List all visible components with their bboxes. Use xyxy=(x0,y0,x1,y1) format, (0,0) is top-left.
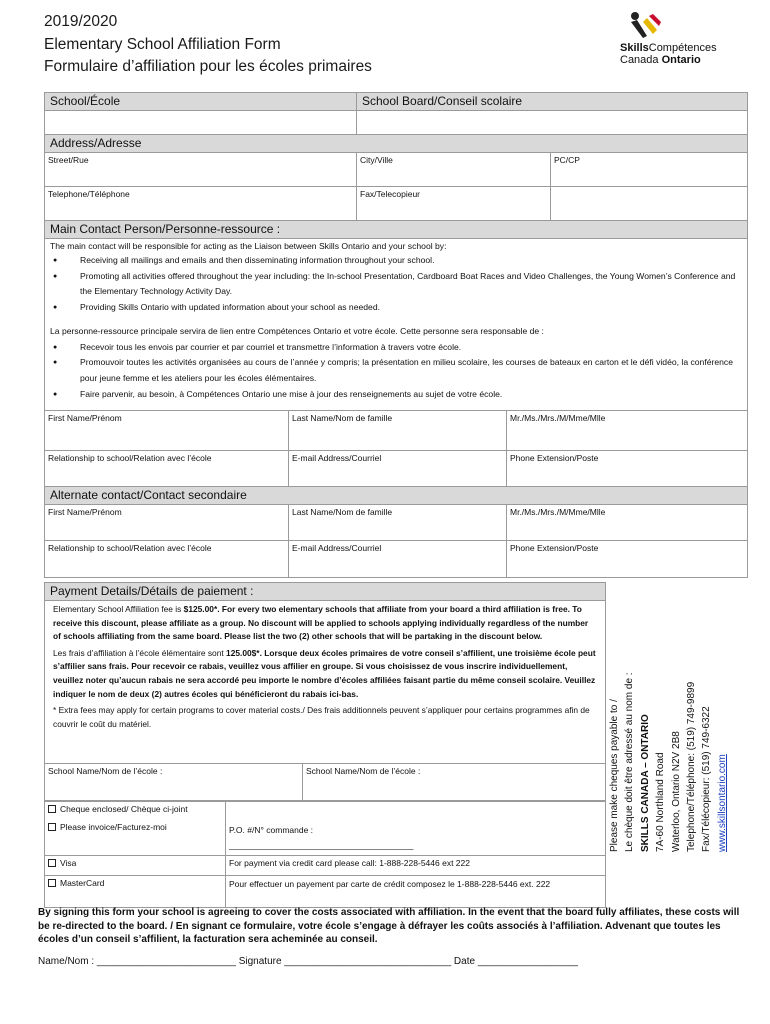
bullet-en-1: ● Receiving all mailings and emails and then disseminating information throughout your school. xyxy=(50,253,742,269)
alt-salutation-label: Mr./Ms./Mrs./M/Mme/Mlle xyxy=(510,507,606,517)
sidebar-line-6: Telephone/Téléphone: (519) 749-9899 xyxy=(686,681,698,852)
school-board-label: School Board/Conseil scolaire xyxy=(357,93,748,111)
fee-fr-amount: 125.00$* xyxy=(226,647,260,658)
telephone-field[interactable] xyxy=(45,187,357,221)
alt-email-field[interactable] xyxy=(289,541,507,578)
signature-line[interactable]: Name/Nom : _________________________ Signature ______________________________ Date __________________ xyxy=(38,956,578,967)
cheque-option[interactable] xyxy=(45,801,226,856)
cheque-checkbox[interactable] xyxy=(48,805,56,813)
address-section-title: Address/Adresse xyxy=(45,135,748,153)
alt-relationship-field[interactable] xyxy=(45,541,289,578)
signing-statement: By signing this form your school is agreeing to cover the costs associated with affiliation. In the event that the board fully affiliates, these costs will be re-directed to the board. / En signant ce formulaire, votre école s’engage à défrayer les coûts associés à l’affiliation. Advenant que toutes les écoles d’un conseil s’affilient, la facturation sera acheminée au conseil. xyxy=(38,907,740,945)
main-email-field[interactable] xyxy=(289,451,507,487)
alt-phone-field[interactable] xyxy=(507,541,748,578)
main-relationship-label: Relationship to school/Relation avec l’école xyxy=(48,453,212,463)
payment-title: Payment Details/Détails de paiement : xyxy=(45,583,605,601)
credit-card-fr: Pour effectuer un payement par carte de crédit composez le 1-888-228-5446 ext. 222 xyxy=(229,879,551,889)
main-first-name-label: First Name/Prénom xyxy=(48,413,122,423)
street-label: Street/Rue xyxy=(48,155,89,165)
postal-code-label: PC/CP xyxy=(554,155,580,165)
city-label: City/Ville xyxy=(360,155,393,165)
main-phone-field[interactable] xyxy=(507,451,748,487)
form-title-fr: Formulaire d’affiliation pour les écoles primaires xyxy=(44,58,372,75)
po-line: _______________________________________ xyxy=(229,840,414,850)
payment-fee-en xyxy=(53,603,597,644)
school-name-1-field[interactable] xyxy=(45,764,303,802)
invoice-checkbox[interactable] xyxy=(48,823,56,831)
fee-en-pre: Elementary School Affiliation fee is xyxy=(53,604,184,614)
logo-ontario: Ontario xyxy=(661,54,701,66)
mastercard-option[interactable] xyxy=(45,876,226,908)
main-last-name-label: Last Name/Nom de famille xyxy=(292,413,393,423)
extra-fees-note: * Extra fees may apply for certain programs to cover material costs./ Des frais additionnels peuvent s’appliquer pour certains programmes afin de couvrir le coût du matériel. xyxy=(53,705,590,729)
po-label: P.O. #/N° commande : xyxy=(229,825,314,835)
credit-en-cell xyxy=(226,856,606,876)
fee-fr-details: . Lorsque deux écoles primaires de votre conseil s’affilient, une troisième école peut s’affilier sans frais. Pour recevoir ce rabais, veuillez vous affilier en groupe. Si vous choisissez de vous inscrire individuellement, veuillez noter qu’aucun rabais ne sera accordé peu importe le nombre d’écoles affiliées faisant partie du même conseil scolaire. Veuillez indiquer le nom de deux (2) autres écoles qui bénéficieront du rabais ici-bas. xyxy=(53,647,596,699)
alt-phone-label: Phone Extension/Poste xyxy=(510,543,599,553)
main-first-name-field[interactable] xyxy=(45,411,289,451)
bullet-fr-2: ● Promouvoir toutes les activités organisées au cours de l’année y compris; la présentation en milieu scolaire, les courses de bateaux en carton et le défi vidéo, la conférence pour jeune femme et les ateliers pour les écoles élémentaires. xyxy=(50,355,742,386)
school-name-2-field[interactable] xyxy=(303,764,606,802)
po-number-field[interactable] xyxy=(226,801,606,856)
logo-skills: Skills xyxy=(620,42,649,54)
main-contact-fields xyxy=(44,410,748,487)
bullet-fr-1: ● Recevoir tous les envois par courrier et par courriel et transmettre l’information à travers votre école. xyxy=(50,340,742,356)
logo-canada: Canada xyxy=(620,54,659,66)
sidebar-line-3: SKILLS CANADA – ONTARIO xyxy=(639,714,651,852)
address-empty-cell[interactable] xyxy=(551,187,748,221)
visa-checkbox[interactable] xyxy=(48,859,56,867)
school-field[interactable] xyxy=(45,111,357,135)
invoice-label: Please invoice/Facturez-moi xyxy=(60,822,167,832)
sidebar-line-7: Fax/Télécopieur: (519) 749-6322 xyxy=(701,706,713,852)
school-name-2-label: School Name/Nom de l’école : xyxy=(306,766,421,776)
school-label: School/École xyxy=(45,93,357,111)
skills-ontario-logo xyxy=(620,8,730,68)
website-link[interactable]: www.skillsontario.com xyxy=(716,754,728,852)
alt-first-name-field[interactable] xyxy=(45,505,289,541)
school-table xyxy=(44,92,748,135)
fee-en-amount: $125.00* xyxy=(183,604,218,614)
alt-last-name-field[interactable] xyxy=(289,505,507,541)
logo-mark-icon xyxy=(625,8,665,44)
city-field[interactable] xyxy=(357,153,551,187)
logo-competences: Compétences xyxy=(648,42,717,54)
street-field[interactable] xyxy=(45,153,357,187)
intro-en: The main contact will be responsible for acting as the Liaison between Skills Ontario and your school by: xyxy=(50,241,447,251)
main-contact-intro xyxy=(45,239,747,402)
payment-method-table xyxy=(44,800,606,908)
form-year: 2019/2020 xyxy=(44,13,118,30)
alternate-contact-table xyxy=(44,486,748,578)
bullet-fr-3: ● Faire parvenir, au besoin, à Compétences Ontario une mise à jour des renseignements au sujet de votre école. xyxy=(50,387,742,403)
school-names-table xyxy=(44,763,606,802)
visa-option[interactable] xyxy=(45,856,226,876)
alt-first-name-label: First Name/Prénom xyxy=(48,507,122,517)
main-contact-title: Main Contact Person/Personne-ressource : xyxy=(45,221,747,239)
fee-en-details: . For every two elementary schools that affiliate from your board a third affiliation is free. To receive this discount, please affiliate as a group. No discount will be applied to schools applying individually regardless of the number of schools affiliating from the same board. Please list the two (2) other schools that will be partaking in the discount below. xyxy=(53,604,589,642)
postal-code-field[interactable] xyxy=(551,153,748,187)
sidebar-line-1: Please make cheques payable to / xyxy=(609,699,620,852)
sidebar-line-2: Le chèque doit être adressé au nom de : xyxy=(624,672,636,852)
school-name-1-label: School Name/Nom de l’école : xyxy=(48,766,163,776)
visa-label: Visa xyxy=(60,858,77,868)
form-title-en: Elementary School Affiliation Form xyxy=(44,36,281,53)
bullet-en-2: ● Promoting all activities offered throughout the year including: the In-school Presentation, Cardboard Boat Races and Video Challenges, the Young Women’s Conference and the Elementary Technology Activity Day. xyxy=(50,269,742,300)
alt-email-label: E-mail Address/Courriel xyxy=(292,543,382,553)
cheque-instructions xyxy=(607,672,730,852)
cheque-label: Cheque enclosed/ Chèque ci-joint xyxy=(60,804,188,814)
main-email-label: E-mail Address/Courriel xyxy=(292,453,382,463)
fax-label: Fax/Telecopieur xyxy=(360,189,421,199)
alt-salutation-field[interactable] xyxy=(507,505,748,541)
telephone-label: Telephone/Téléphone xyxy=(48,189,130,199)
alternate-contact-title: Alternate contact/Contact secondaire xyxy=(45,487,748,505)
main-salutation-label: Mr./Ms./Mrs./M/Mme/Mlle xyxy=(510,413,606,423)
school-board-field[interactable] xyxy=(357,111,748,135)
credit-fr-cell xyxy=(226,876,606,908)
main-last-name-field[interactable] xyxy=(289,411,507,451)
sidebar-line-5: Waterloo, Ontario N2V 2B8 xyxy=(670,731,682,852)
fax-field[interactable] xyxy=(357,187,551,221)
mastercard-checkbox[interactable] xyxy=(48,879,56,887)
intro-fr: La personne-ressource principale servira de lien entre Compétences Ontario et votre école. Cette personne sera responsable de : xyxy=(50,325,544,336)
alt-last-name-label: Last Name/Nom de famille xyxy=(292,507,393,517)
alt-relationship-label: Relationship to school/Relation avec l’école xyxy=(48,543,212,553)
bullet-en-3: ● Providing Skills Ontario with updated information about your school as needed. xyxy=(50,300,742,316)
main-salutation-field[interactable] xyxy=(507,411,748,451)
sidebar-line-4: 7A-60 Northland Road xyxy=(655,752,667,852)
credit-card-en: For payment via credit card please call: 1-888-228-5446 ext 222 xyxy=(229,858,470,868)
mastercard-label: MasterCard xyxy=(60,878,105,888)
address-table xyxy=(44,134,748,221)
main-relationship-field[interactable] xyxy=(45,451,289,487)
fee-fr-pre: Les frais d’affiliation à l’école élémentaire sont xyxy=(53,647,227,658)
main-phone-label: Phone Extension/Poste xyxy=(510,453,599,463)
payment-fee-fr xyxy=(53,647,597,701)
